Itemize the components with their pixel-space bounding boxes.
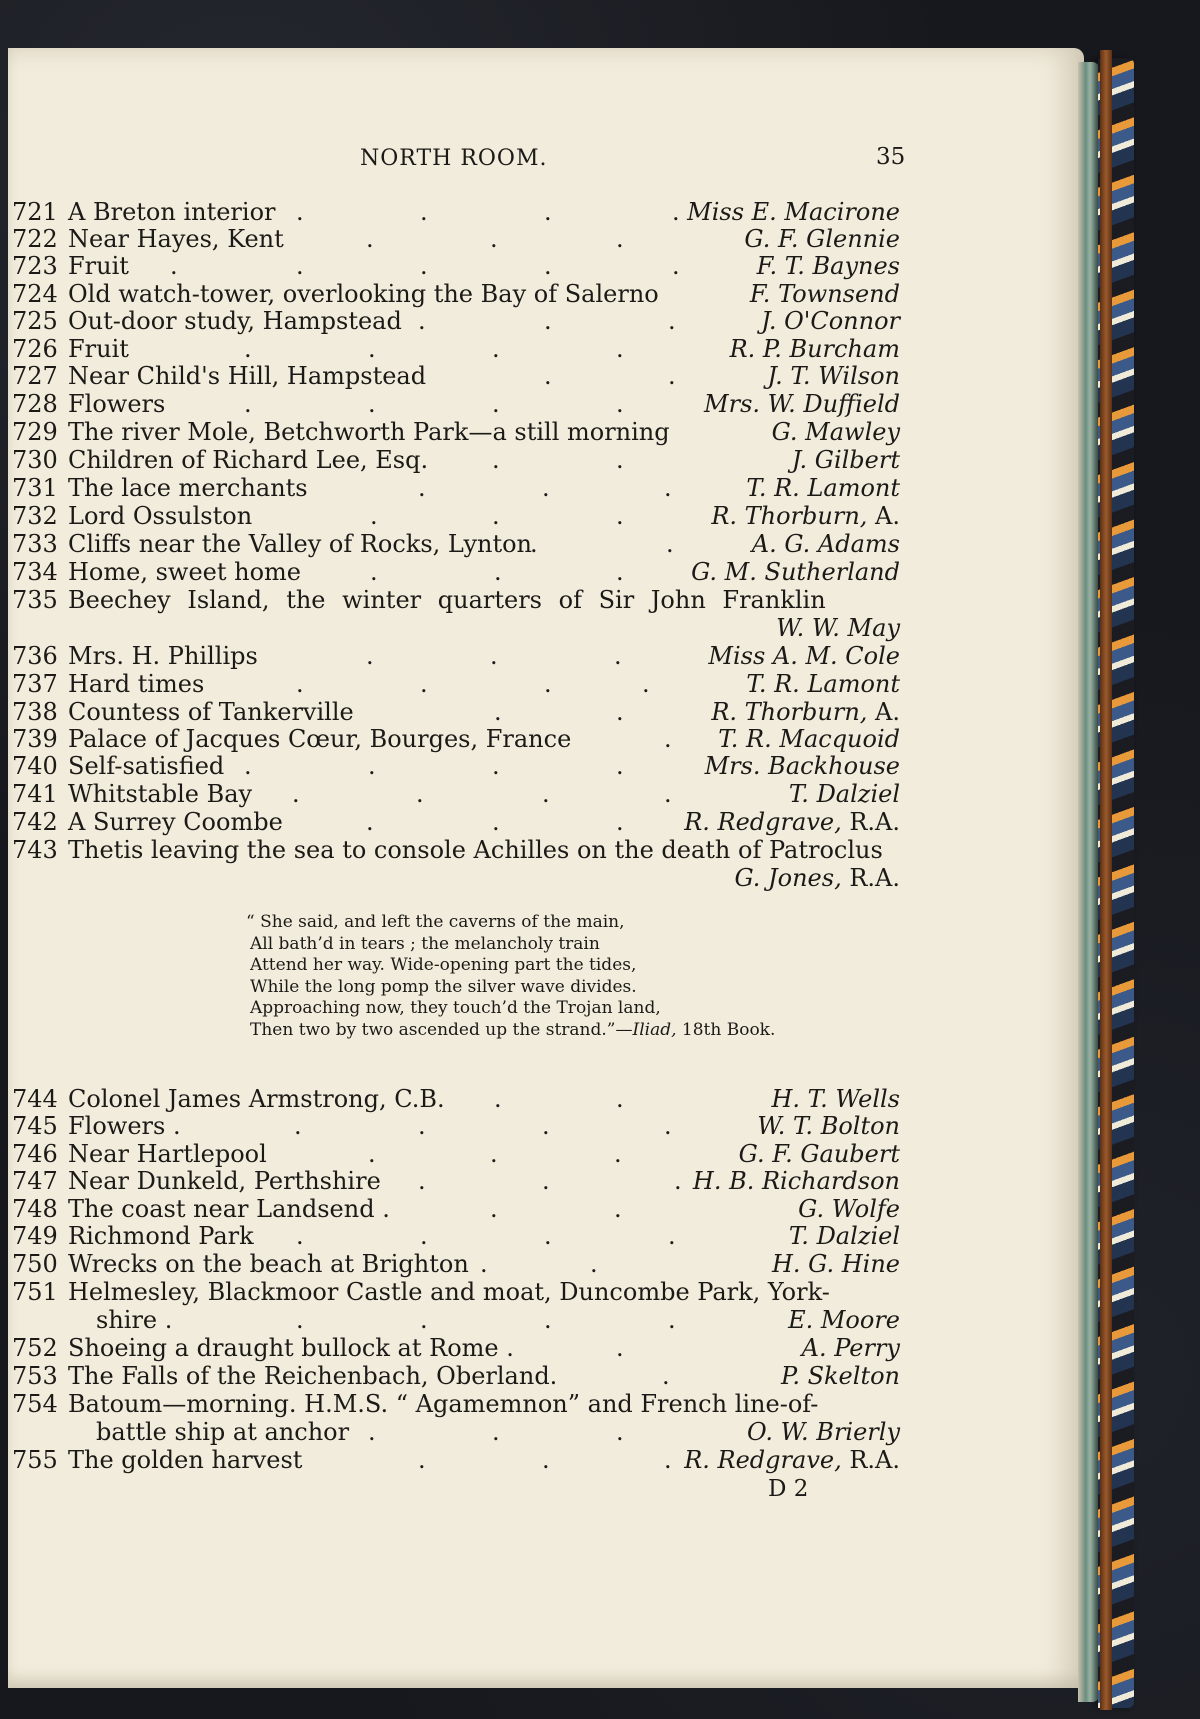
entry-artist: G. F. Gaubert (738, 1140, 900, 1168)
entry-number: 745 (12, 1112, 58, 1140)
entry-artist: T. Dalziel (788, 1222, 900, 1250)
entry-artist: Mrs. Backhouse (704, 752, 900, 780)
catalogue-entry: 738 Countess of Tankerville . . R. Thorburn, A. (12, 698, 900, 726)
quote-line: Attend her way. Wide-opening part the tides, (250, 955, 637, 975)
catalogue-entry: 752 Shoeing a draught bullock at Rome . . A. Perry (12, 1334, 900, 1362)
page-number: 35 (876, 144, 906, 170)
entry-artist: O. W. Brierly (747, 1418, 900, 1446)
entry-number: 729 (12, 418, 58, 446)
catalogue-entry: 745 Flowers . . . . . W. T. Bolton (12, 1112, 900, 1140)
entry-number: 721 (12, 198, 58, 226)
catalogue-entry: 721 A Breton interior . . . . Miss E. Macirone (12, 198, 900, 226)
entry-number: 740 (12, 752, 58, 780)
catalogue-entry: 722 Near Hayes, Kent . . . G. F. Glennie (12, 225, 900, 253)
catalogue-entry: 740 Self-satisfied . . . . Mrs. Backhouse (12, 752, 900, 780)
catalogue-entry (0, 836, 1200, 864)
entry-title: Richmond Park (68, 1222, 254, 1250)
catalogue-entry-continuation: shire . . . . . E. Moore (96, 1306, 900, 1334)
entry-title: Hard times (68, 670, 205, 698)
entry-title: Beechey Island, the winter quarters of Sir John Franklin (68, 586, 826, 614)
entry-artist: R. Thorburn, A. (711, 502, 900, 530)
entry-title: Near Hayes, Kent (68, 225, 284, 253)
catalogue-entry (0, 1278, 1200, 1306)
catalogue-entry: 744 Colonel James Armstrong, C.B. . . H. T. Wells (12, 1085, 900, 1113)
entry-number: 738 (12, 698, 58, 726)
catalogue-entry: 747 Near Dunkeld, Perthshire . . . H. B. Richardson (12, 1167, 900, 1195)
entry-artist: R. Redgrave, R.A. (684, 1446, 900, 1474)
entry-artist: T. Dalziel (788, 780, 900, 808)
entry-artist: G. F. Glennie (744, 225, 900, 253)
catalogue-entry: 732 Lord Ossulston . . . R. Thorburn, A. (12, 502, 900, 530)
entry-number: 731 (12, 474, 58, 502)
catalogue-entry (0, 280, 1200, 308)
catalogue-entry: 748 The coast near Landsend . . . G. Wolfe (12, 1195, 900, 1223)
entry-title: The Falls of the Reichenbach, Oberland. (68, 1362, 558, 1390)
entry-title: Near Child's Hill, Hampstead (68, 362, 427, 390)
entry-title: The golden harvest (68, 1446, 303, 1474)
entry-title: Shoeing a draught bullock at Rome . (68, 1334, 514, 1362)
entry-number: 748 (12, 1195, 58, 1223)
entry-title: Lord Ossulston (68, 502, 253, 530)
entry-artist: P. Skelton (781, 1362, 900, 1390)
catalogue-entry: 746 Near Hartlepool . . . G. F. Gaubert (12, 1140, 900, 1168)
entry-number: 734 (12, 558, 58, 586)
entry-number: 733 (12, 530, 58, 558)
entry-artist: H. G. Hine (771, 1250, 900, 1278)
catalogue-entry: 734 Home, sweet home . . . G. M. Sutherland (12, 558, 900, 586)
catalogue-entry: 726 Fruit . . . . R. P. Burcham (12, 335, 900, 363)
entry-title-continuation: shire . (96, 1306, 173, 1334)
entry-number: 739 (12, 725, 58, 753)
catalogue-entry: 737 Hard times . . . . T. R. Lamont (12, 670, 900, 698)
entry-title: Mrs. H. Phillips (68, 642, 258, 670)
catalogue-entry: 730 Children of Richard Lee, Esq. . . J. Gilbert (12, 446, 900, 474)
entry-artist: W. T. Bolton (757, 1112, 900, 1140)
entry-title: Cliffs near the Valley of Rocks, Lynton (68, 530, 533, 558)
catalogue-entry (0, 1390, 1200, 1418)
entry-title: Batoum—morning. H.M.S. “ Agamemnon” and French line-of- (68, 1390, 819, 1418)
quote-line: Then two by two ascended up the strand.”—Iliad, 18th Book. (250, 1019, 776, 1040)
entry-title: Old watch-tower, overlooking the Bay of Salerno (68, 280, 659, 308)
entry-artist: W. W. May (776, 614, 900, 642)
entry-title: Fruit (68, 335, 129, 363)
entry-number: 755 (12, 1446, 58, 1474)
entry-artist: R. Thorburn, A. (711, 698, 900, 726)
entry-number: 744 (12, 1085, 58, 1113)
entry-title: The lace merchants (68, 474, 308, 502)
entry-artist: A. G. Adams (751, 530, 900, 558)
catalogue-entry: 723 Fruit . . . . . F. T. Baynes (12, 252, 900, 280)
entry-number: 726 (12, 335, 58, 363)
entry-number: 724 (12, 280, 58, 308)
entry-artist: E. Moore (788, 1306, 900, 1334)
entry-title: Flowers (68, 390, 166, 418)
entry-title: Out-door study, Hampstead (68, 307, 402, 335)
entry-title: Palace of Jacques Cœur, Bourges, France (68, 725, 572, 753)
entry-title: The river Mole, Betchworth Park—a still morning (68, 418, 670, 446)
entry-artist: H. B. Richardson (692, 1167, 900, 1195)
entry-number: 728 (12, 390, 58, 418)
catalogue-entry: 749 Richmond Park . . . . T. Dalziel (12, 1222, 900, 1250)
entry-number: 730 (12, 446, 58, 474)
catalogue-entry: 725 Out-door study, Hampstead . . . J. O'Connor (12, 307, 900, 335)
catalogue-entry: 733 Cliffs near the Valley of Rocks, Lynton . . A. G. Adams (12, 530, 900, 558)
catalogue-entry: 750 Wrecks on the beach at Brighton . . H. G. Hine (12, 1250, 900, 1278)
entry-artist: J. Gilbert (791, 446, 900, 474)
entry-title: Countess of Tankerville (68, 698, 354, 726)
entry-title: A Surrey Coombe (68, 808, 283, 836)
entry-number: 751 (12, 1278, 58, 1306)
entry-title: Fruit (68, 252, 129, 280)
entry-number: 722 (12, 225, 58, 253)
catalogue-entry: 727 Near Child's Hill, Hampstead . . J. T. Wilson (12, 362, 900, 390)
entry-number: 735 (12, 586, 58, 614)
entry-title: Near Dunkeld, Perthshire (68, 1167, 381, 1195)
entry-title: Children of Richard Lee, Esq. (68, 446, 429, 474)
entry-artist: J. T. Wilson (767, 362, 900, 390)
verse-quotation (246, 912, 866, 1041)
catalogue-entry: 755 The golden harvest . . . R. Redgrave, R.A. (12, 1446, 900, 1474)
entry-artist: A. Perry (801, 1334, 900, 1362)
catalogue-entry-continuation: battle ship at anchor . . . O. W. Brierly (96, 1418, 900, 1446)
entry-artist: T. R. Lamont (746, 670, 900, 698)
entry-artist: F. T. Baynes (756, 252, 900, 280)
quote-line: All bath’d in tears ; the melancholy train (250, 933, 600, 954)
quote-source-title: Iliad, (632, 1019, 677, 1040)
entry-title: Wrecks on the beach at Brighton (68, 1250, 469, 1278)
entry-artist: T. R. Lamont (746, 474, 900, 502)
entry-number: 727 (12, 362, 58, 390)
entry-number: 746 (12, 1140, 58, 1168)
entry-number: 736 (12, 642, 58, 670)
entry-number: 750 (12, 1250, 58, 1278)
entry-number: 749 (12, 1222, 58, 1250)
quote-line: Approaching now, they touch’d the Trojan land, (250, 998, 661, 1018)
entry-artist: G. Wolfe (798, 1195, 900, 1223)
entry-title: A Breton interior (68, 198, 276, 226)
entry-number: 753 (12, 1362, 58, 1390)
entry-artist: H. T. Wells (771, 1085, 900, 1113)
entry-number: 741 (12, 780, 58, 808)
entry-title-continuation: battle ship at anchor (96, 1418, 350, 1446)
catalogue-entry (0, 586, 1200, 614)
entry-artist: Miss A. M. Cole (708, 642, 900, 670)
entry-artist: F. Townsend (749, 280, 900, 308)
entry-artist: R. P. Burcham (729, 335, 900, 363)
entry-number: 723 (12, 252, 58, 280)
entry-title: Flowers . (68, 1112, 181, 1140)
entry-title: Near Hartlepool (68, 1140, 267, 1168)
entry-number: 743 (12, 836, 58, 864)
entry-title: The coast near Landsend . (68, 1195, 390, 1223)
entry-artist: T. R. Macquoid (718, 725, 900, 753)
entry-number: 754 (12, 1390, 58, 1418)
entry-artist: G. Mawley (771, 418, 900, 446)
entry-number: 737 (12, 670, 58, 698)
catalogue-entry: 742 A Surrey Coombe . . . R. Redgrave, R.A. (12, 808, 900, 836)
entry-number: 725 (12, 307, 58, 335)
catalogue-entry: 728 Flowers . . . . Mrs. W. Duffield (12, 390, 900, 418)
entry-number: 747 (12, 1167, 58, 1195)
catalogue-entry: 731 The lace merchants . . . T. R. Lamont (12, 474, 900, 502)
catalogue-entry (0, 418, 1200, 446)
catalogue-entry: 739 Palace of Jacques Cœur, Bourges, France . T. R. Macquoid (12, 725, 900, 753)
entry-artist: G. Jones, R.A. (734, 864, 900, 892)
entry-title: Whitstable Bay (68, 780, 253, 808)
entry-title: Self-satisfied (68, 752, 225, 780)
quote-line: “ She said, and left the caverns of the main, (246, 912, 625, 932)
entry-title: Home, sweet home (68, 558, 302, 586)
running-header: NORTH ROOM. (360, 146, 548, 171)
entry-artist: Mrs. W. Duffield (704, 390, 900, 418)
entry-number: 742 (12, 808, 58, 836)
quote-line: While the long pomp the silver wave divides. (250, 976, 637, 997)
catalogue-entry: 753 The Falls of the Reichenbach, Oberland. . P. Skelton (12, 1362, 900, 1390)
entry-artist: G. M. Sutherland (691, 558, 900, 586)
entry-artist: J. O'Connor (761, 307, 900, 335)
entry-number: 732 (12, 502, 58, 530)
entry-title: Thetis leaving the sea to console Achilles on the death of Patroclus (68, 836, 883, 864)
signature-mark: D 2 (768, 1476, 809, 1502)
entry-artist: R. Redgrave, R.A. (684, 808, 900, 836)
entry-artist: Miss E. Macirone (687, 198, 900, 226)
entry-number: 752 (12, 1334, 58, 1362)
entry-title: Colonel James Armstrong, C.B. (68, 1085, 445, 1113)
catalogue-entry: 736 Mrs. H. Phillips . . . Miss A. M. Cole (12, 642, 900, 670)
catalogue-entry: 741 Whitstable Bay . . . . T. Dalziel (12, 780, 900, 808)
entry-title: Helmesley, Blackmoor Castle and moat, Duncombe Park, York- (68, 1278, 830, 1306)
